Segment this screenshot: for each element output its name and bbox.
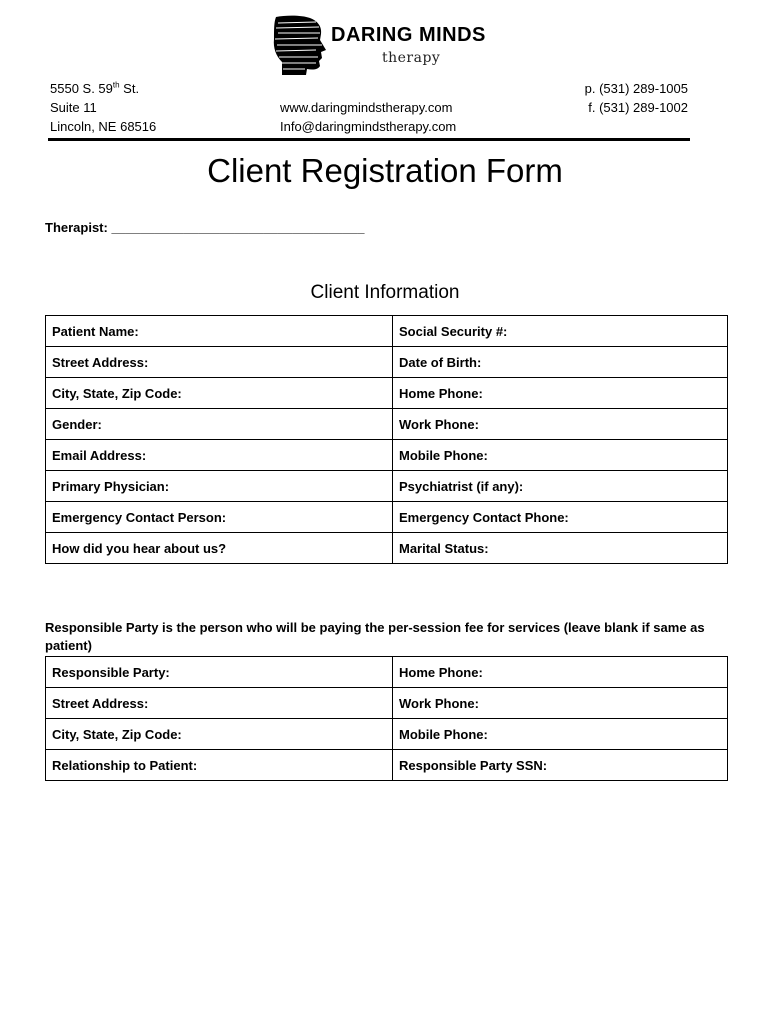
page-title: Client Registration Form (207, 152, 563, 189)
form-field[interactable]: Primary Physician: (46, 471, 393, 502)
brand-name: DARING MINDS (331, 24, 486, 46)
form-field[interactable]: Home Phone: (393, 657, 728, 688)
form-field[interactable]: Mobile Phone: (393, 719, 728, 750)
fax-number: f. (531) 289-1002 (588, 100, 688, 115)
address-line-2: Suite 11 (50, 100, 97, 115)
form-field[interactable]: Home Phone: (393, 378, 728, 409)
table-row (46, 316, 728, 347)
table-row (46, 347, 728, 378)
form-field[interactable]: Relationship to Patient: (46, 750, 393, 781)
form-field[interactable]: Mobile Phone: (393, 440, 728, 471)
form-field[interactable]: Patient Name: (46, 316, 393, 347)
website-link[interactable]: www.daringmindstherapy.com (280, 100, 453, 115)
form-field[interactable]: How did you hear about us? (46, 533, 393, 564)
form-field[interactable]: Emergency Contact Person: (46, 502, 393, 533)
table-row (46, 750, 728, 781)
form-field[interactable]: Social Security #: (393, 316, 728, 347)
street-address-block (50, 79, 156, 136)
client-info-table (45, 315, 728, 564)
responsible-party-note: Responsible Party is the person who will be paying the per-session fee for services (leave blank if same as patient) (45, 620, 705, 653)
form-field[interactable]: Work Phone: (393, 409, 728, 440)
table-row (46, 471, 728, 502)
form-field[interactable]: Street Address: (46, 688, 393, 719)
form-field[interactable]: City, State, Zip Code: (46, 719, 393, 750)
table-row (46, 378, 728, 409)
form-field[interactable]: Work Phone: (393, 688, 728, 719)
form-field[interactable]: Street Address: (46, 347, 393, 378)
form-field[interactable]: Emergency Contact Phone: (393, 502, 728, 533)
table-row (46, 657, 728, 688)
logo (272, 14, 502, 78)
therapist-field[interactable]: Therapist: ___________________________________ (45, 220, 365, 235)
web-contact-block (280, 98, 456, 136)
email-link[interactable]: Info@daringmindstherapy.com (280, 119, 457, 134)
phone-number: p. (531) 289-1005 (584, 81, 688, 96)
table-row (46, 502, 728, 533)
form-field[interactable]: Responsible Party: (46, 657, 393, 688)
table-row (46, 719, 728, 750)
form-field[interactable]: Marital Status: (393, 533, 728, 564)
table-row (46, 409, 728, 440)
form-field[interactable]: City, State, Zip Code: (46, 378, 393, 409)
phone-block (585, 79, 688, 117)
table-row (46, 533, 728, 564)
table-row (46, 440, 728, 471)
head-silhouette-icon (272, 14, 328, 76)
client-info-title: Client Information (310, 282, 460, 303)
form-field[interactable]: Responsible Party SSN: (393, 750, 728, 781)
header-divider (48, 138, 690, 141)
form-field[interactable]: Psychiatrist (if any): (393, 471, 728, 502)
address-line-1: 5550 S. 59th St. (50, 80, 140, 96)
form-field[interactable]: Gender: (46, 409, 393, 440)
table-row (46, 688, 728, 719)
brand-subtitle: therapy (382, 50, 441, 66)
form-field[interactable]: Email Address: (46, 440, 393, 471)
address-line-3: Lincoln, NE 68516 (50, 119, 157, 134)
form-field[interactable]: Date of Birth: (393, 347, 728, 378)
responsible-party-table (45, 656, 728, 781)
